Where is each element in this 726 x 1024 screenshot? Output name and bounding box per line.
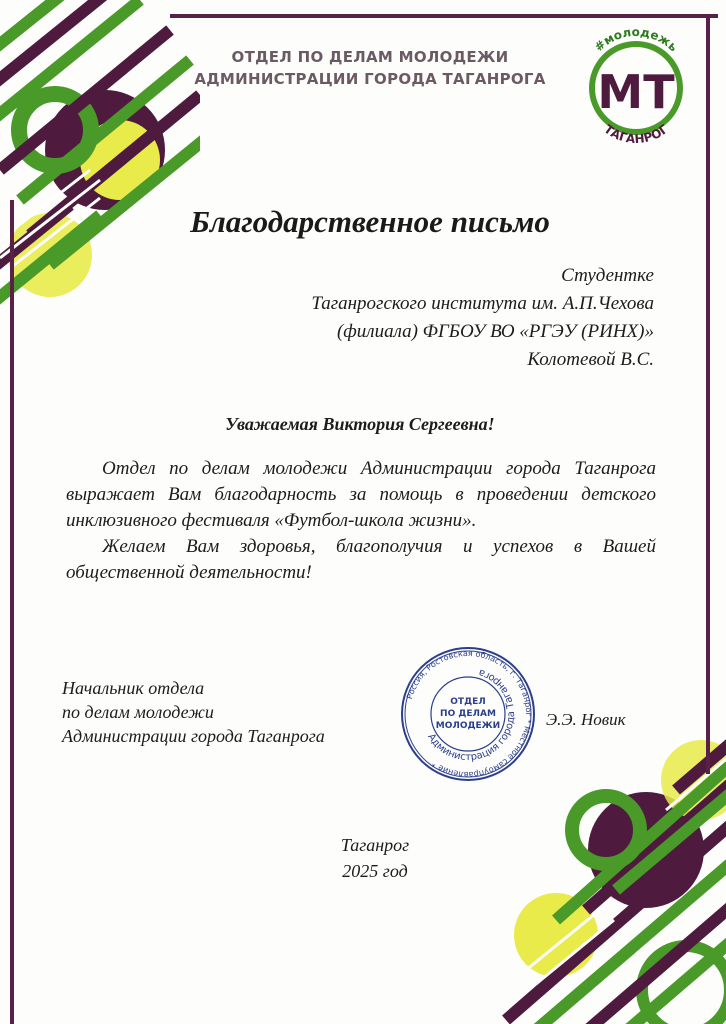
addressee-line-4: Колотевой В.С. bbox=[527, 349, 654, 370]
signatory-name: Э.Э. Новик bbox=[546, 710, 626, 729]
greeting: Уважаемая Виктория Сергеевна! bbox=[225, 414, 495, 434]
body-paragraph-2: Желаем Вам здоровья, благополучия и успехов в Вашей общественной деятельности! bbox=[66, 536, 656, 583]
signatory-position bbox=[62, 676, 382, 748]
signatory-position-line-3: Администрации города Таганрога bbox=[62, 726, 325, 746]
body-paragraph-1: Отдел по делам молодежи Администрации города Таганрога выражает Вам благодарность за помощь в проведении детского инклюзивного фестиваля «Футбол-школа жизни». bbox=[66, 458, 656, 531]
svg-text:Администрация города Таганрога: Администрация города Таганрога bbox=[425, 666, 518, 764]
logo-letters: МТ bbox=[597, 65, 675, 119]
svg-text:ТАГАНРОГ: ТАГАНРОГ bbox=[601, 121, 671, 147]
svg-text:Россия, Ростовская область, г.: Россия, Ростовская область, г. Таганрог * Местное самоуправление * bbox=[405, 648, 534, 780]
addressee-line-3: (филиала) ФГБОУ ВО «РГЭУ (РИНХ)» bbox=[336, 321, 654, 342]
signatory-position-line-2: по делам молодежи bbox=[62, 702, 214, 722]
place-and-year bbox=[300, 832, 450, 884]
addressee-line-2: Таганрогского института им. А.П.Чехова bbox=[311, 293, 654, 314]
addressee-line-1: Студентке bbox=[561, 265, 654, 286]
signatory-position-line-1: Начальник отдела bbox=[62, 678, 205, 698]
stamp-center-line-2: ПО ДЕЛАМ bbox=[440, 709, 496, 719]
frame-top-border bbox=[170, 14, 718, 18]
addressee-block bbox=[134, 262, 654, 374]
stamp-center-line-3: МОЛОДЕЖИ bbox=[435, 721, 501, 731]
letter-body bbox=[66, 456, 656, 586]
letter-title: Благодарственное письмо bbox=[190, 204, 550, 239]
place-year: 2025 год bbox=[342, 861, 408, 881]
organization-header bbox=[190, 46, 550, 90]
official-stamp bbox=[400, 646, 536, 782]
stamp-center-line-1: ОТДЕЛ bbox=[450, 697, 486, 707]
frame-left-border bbox=[10, 200, 14, 1024]
organization-name-line-1: ОТДЕЛ ПО ДЕЛАМ МОЛОДЕЖИ bbox=[231, 48, 509, 66]
svg-text:#молодежь: #молодежь bbox=[591, 24, 681, 55]
frame-right-border bbox=[706, 14, 710, 774]
place-city: Таганрог bbox=[340, 835, 410, 855]
organization-name-line-2: АДМИНИСТРАЦИИ ГОРОДА ТАГАНРОГА bbox=[194, 70, 546, 88]
youth-department-logo bbox=[572, 20, 700, 154]
